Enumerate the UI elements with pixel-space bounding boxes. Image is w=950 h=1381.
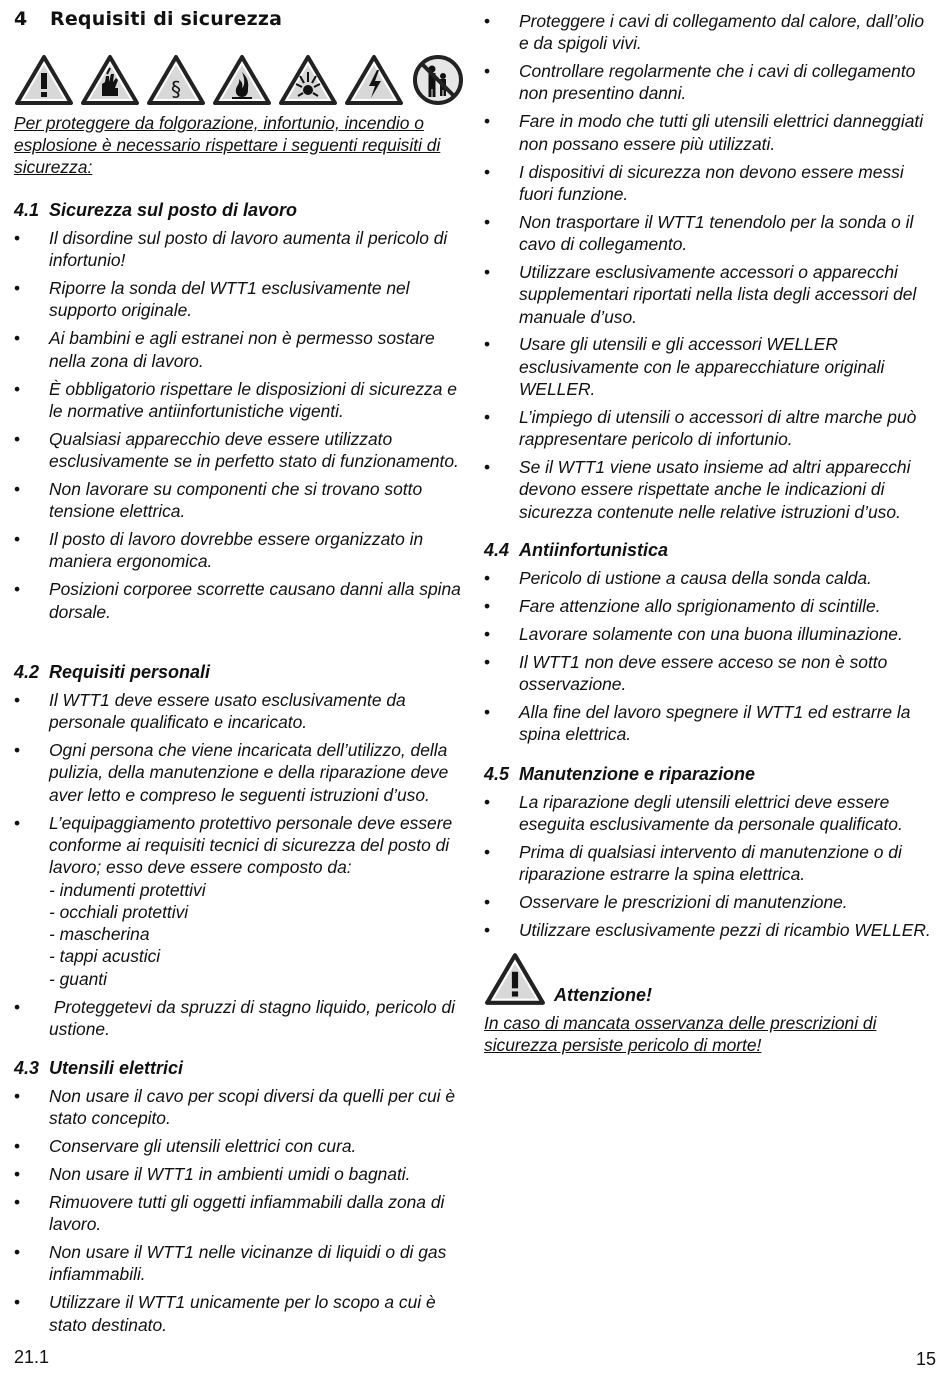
list-item: • Il disordine sul posto di lavoro aumenta il pericolo di infortunio! xyxy=(14,227,464,272)
list-item: • Utilizzare esclusivamente pezzi di ricambio WELLER. xyxy=(484,919,934,941)
hazard-icons-row xyxy=(14,52,466,108)
list-item: • Prima di qualsiasi intervento di manutenzione o di riparazione estrarre la spina elettrica. xyxy=(484,841,934,886)
equipment-item: - indumenti protettivi xyxy=(49,879,206,900)
list-item: • Rimuovere tutti gli oggetti infiammabili dalla zona di lavoro. xyxy=(14,1191,464,1236)
list-item: • La riparazione degli utensili elettrici deve essere eseguita esclusivamente da personale qualificato. xyxy=(484,791,934,836)
no-children-icon xyxy=(410,54,466,106)
electric-shock-icon xyxy=(344,54,404,106)
warning-title: Attenzione! xyxy=(554,985,652,1005)
chapter-number: 4 xyxy=(14,8,28,30)
intro-text: Per proteggere da folgorazione, infortunio, incendio o esplosione è necessario rispettare i seguenti requisiti di sicurezza: xyxy=(14,113,441,177)
warning-heading xyxy=(484,950,934,1006)
list-item: • Riporre la sonda del WTT1 esclusivamente nel supporto originale. xyxy=(14,277,464,322)
list-item: • Proteggetevi da spruzzi di stagno liquido, pericolo di ustione. xyxy=(14,996,464,1041)
warning-icon xyxy=(484,952,546,1006)
list-item: • Non usare il WTT1 nelle vicinanze di liquidi o di gas infiammabili. xyxy=(14,1241,464,1286)
section-heading xyxy=(484,539,934,561)
warning-icon xyxy=(14,54,74,106)
section-title: Manutenzione e riparazione xyxy=(519,764,756,784)
section-4-4 xyxy=(484,539,934,751)
section-title: Sicurezza sul posto di lavoro xyxy=(49,200,298,220)
list-item: • Pericolo di ustione a causa della sonda calda. xyxy=(484,567,934,589)
list-item: • I dispositivi di sicurezza non devono essere messi fuori funzione. xyxy=(484,161,934,206)
section-4-3-continued xyxy=(484,10,934,529)
list-item: • È obbligatorio rispettare le disposizioni di sicurezza e le normative antiinfortunistiche vigenti. xyxy=(14,378,464,423)
list-item: • Il WTT1 deve essere usato esclusivamente da personale qualificato e incaricato. xyxy=(14,689,464,734)
warning-text: In caso di mancata osservanza delle prescrizioni di sicurezza persiste pericolo di morte! xyxy=(484,1013,877,1055)
list-item: • Non lavorare su componenti che si trovano sotto tensione elettrica. xyxy=(14,478,464,523)
footer-revision: 21.1 xyxy=(14,1347,50,1367)
list-item: • Utilizzare il WTT1 unicamente per lo scopo a cui è stato destinato. xyxy=(14,1291,464,1336)
list-item: • Usare gli utensili e gli accessori WELLER esclusivamente con le apparecchiature originali WELLER. xyxy=(484,333,934,400)
explosion-icon xyxy=(278,54,338,106)
section-4-2 xyxy=(14,661,464,1046)
list-item: • Se il WTT1 viene usato insieme ad altri apparecchi devono essere rispettate anche le indicazioni di sicurezza contenute nelle relative istruzioni d’uso. xyxy=(484,456,934,523)
list-item: • Utilizzare esclusivamente accessori o apparecchi supplementari riportati nella lista degli accessori del manuale d’uso. xyxy=(484,261,934,328)
equipment-item: - guanti xyxy=(49,968,108,989)
section-heading xyxy=(484,763,934,785)
list-item: • Fare in modo che tutti gli utensili elettrici danneggiati non possano essere più utilizzati. xyxy=(484,110,934,155)
warning-block xyxy=(484,950,934,1056)
equipment-item: - tappi acustici xyxy=(49,946,161,967)
page-number: 15 xyxy=(915,1349,936,1369)
list-item: • Fare attenzione allo sprigionamento di scintille. xyxy=(484,595,934,617)
chapter-title: Requisiti di sicurezza xyxy=(50,8,283,30)
list-item: • Ai bambini e agli estranei non è permesso sostare nella zona di lavoro. xyxy=(14,327,464,372)
list-item: • Alla fine del lavoro spegnere il WTT1 ed estrarre la spina elettrica. xyxy=(484,701,934,746)
list-item: • Posizioni corporee scorrette causano danni alla spina dorsale. xyxy=(14,578,464,623)
list-item: • Lavorare solamente con una buona illuminazione. xyxy=(484,623,934,645)
list-item: • L’impiego di utensili o accessori di altre marche può rappresentare pericolo di infortunio. xyxy=(484,406,934,451)
section-title: Antiinfortunistica xyxy=(519,540,668,560)
list-item: • Non usare il WTT1 in ambienti umidi o bagnati. xyxy=(14,1163,464,1185)
list-item: • Conservare gli utensili elettrici con cura. xyxy=(14,1135,464,1157)
list-item: • Ogni persona che viene incaricata dell’utilizzo, della pulizia, della manutenzione e della riparazione deve aver letto e compreso le seguenti istruzioni d’uso. xyxy=(14,739,464,806)
section-number: 4.2 xyxy=(14,662,40,682)
list-item: • Qualsiasi apparecchio deve essere utilizzato esclusivamente se in perfetto stato di funzionamento. xyxy=(14,428,464,473)
list-item: • Proteggere i cavi di collegamento dal calore, dall’olio e da spigoli vivi. xyxy=(484,10,934,55)
list-item: • Non usare il cavo per scopi diversi da quelli per cui è stato concepito. xyxy=(14,1085,464,1130)
equipment-item: - mascherina xyxy=(49,924,150,945)
list-item: • Il posto di lavoro dovrebbe essere organizzato in maniera ergonomica. xyxy=(14,528,464,573)
fire-icon xyxy=(212,54,272,106)
list-item-text: L’equipaggiamento protettivo personale deve essere conforme ai requisiti tecnici di sicurezza del posto di lavoro; esso deve essere composto da: xyxy=(49,812,453,878)
section-number: 4.5 xyxy=(484,764,510,784)
section-title: Utensili elettrici xyxy=(49,1058,184,1078)
paragraph-icon xyxy=(146,54,206,106)
section-number: 4.1 xyxy=(14,200,40,220)
list-item: • Il WTT1 non deve essere acceso se non è sotto osservazione. xyxy=(484,651,934,696)
list-item: • Controllare regolarmente che i cavi di collegamento non presentino danni. xyxy=(484,60,934,105)
list-item: • Non trasportare il WTT1 tenendolo per la sonda o il cavo di collegamento. xyxy=(484,211,934,256)
section-heading xyxy=(14,661,464,683)
hand-hazard-icon xyxy=(80,54,140,106)
section-heading xyxy=(14,1057,464,1079)
section-4-1 xyxy=(14,199,464,629)
svg-text:§: § xyxy=(171,77,181,101)
section-number: 4.3 xyxy=(14,1058,40,1078)
chapter-heading xyxy=(14,8,282,30)
section-4-5 xyxy=(484,763,934,947)
list-item-equipment xyxy=(14,812,464,990)
section-4-3 xyxy=(14,1057,464,1342)
list-item: • Osservare le prescrizioni di manutenzione. xyxy=(484,891,934,913)
section-heading xyxy=(14,199,464,221)
section-number: 4.4 xyxy=(484,540,510,560)
section-title: Requisiti personali xyxy=(49,662,211,682)
equipment-item: - occhiali protettivi xyxy=(49,901,189,922)
